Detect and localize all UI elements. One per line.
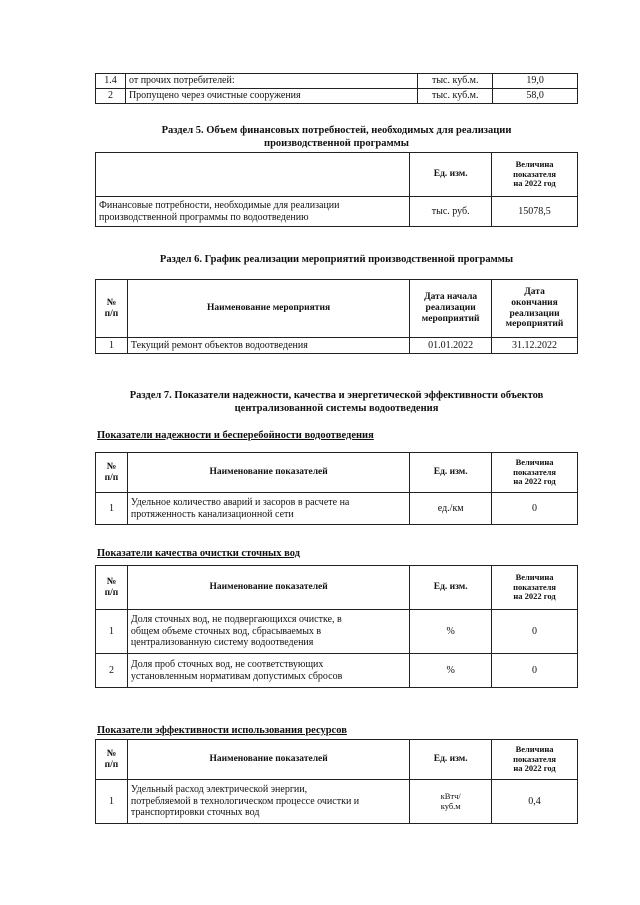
table-row xyxy=(96,74,578,89)
top-table xyxy=(95,73,578,104)
table-row xyxy=(96,654,578,688)
row-unit: ед./км xyxy=(410,493,492,525)
efficiency-subtitle: Показатели эффективности использования ресурсов xyxy=(97,725,347,736)
header-unit: Ед. изм. xyxy=(410,153,492,197)
quality-subtitle: Показатели качества очистки сточных вод xyxy=(97,548,300,559)
table-row xyxy=(96,197,578,227)
row-value: 19,0 xyxy=(493,74,578,89)
header-start-date: Дата начала реализации мероприятий xyxy=(410,280,492,338)
row-unit: тыс. куб.м. xyxy=(418,89,493,104)
row-number: 1 xyxy=(96,610,128,654)
header-number: № п/п xyxy=(96,280,128,338)
header-name: Наименование показателей xyxy=(127,453,409,493)
row-number: 1 xyxy=(96,493,128,525)
row-end-date: 31.12.2022 xyxy=(492,338,578,354)
section6-table xyxy=(95,279,578,354)
row-name: Пропущено через очистные сооружения xyxy=(125,89,417,104)
quality-table xyxy=(95,565,578,688)
header-number: № п/п xyxy=(96,566,128,610)
table-header-row xyxy=(96,280,578,338)
row-value: 58,0 xyxy=(493,89,578,104)
row-number: 1 xyxy=(96,780,128,824)
header-value: Величина показателя на 2022 год xyxy=(492,740,578,780)
row-name: Доля сточных вод, не подвергающихся очистке, в общем объеме сточных вод, сбрасываемых в централизованную систему водоотведения xyxy=(127,610,409,654)
row-name: Текущий ремонт объектов водоотведения xyxy=(127,338,409,354)
row-name: от прочих потребителей: xyxy=(125,74,417,89)
table-row xyxy=(96,493,578,525)
table-header-row xyxy=(96,740,578,780)
row-number: 1 xyxy=(96,338,128,354)
row-name: Доля проб сточных вод, не соответствующих установленным нормативам допустимых сбросов xyxy=(127,654,409,688)
header-name: Наименование показателей xyxy=(127,566,409,610)
table-header-row xyxy=(96,566,578,610)
header-unit: Ед. изм. xyxy=(410,566,492,610)
header-value: Величина показателя на 2022 год xyxy=(492,453,578,493)
table-header-row xyxy=(96,153,578,197)
section7-title: Раздел 7. Показатели надежности, качества и энергетической эффективности объектов централизованной системы водоотведения xyxy=(129,390,544,415)
table-row xyxy=(96,338,578,354)
row-number: 1.4 xyxy=(96,74,126,89)
row-value: 0 xyxy=(492,610,578,654)
row-name: Финансовые потребности, необходимые для реализации производственной программы по водоотведению xyxy=(96,197,410,227)
row-start-date: 01.01.2022 xyxy=(410,338,492,354)
table-row xyxy=(96,780,578,824)
row-value: 15078,5 xyxy=(492,197,578,227)
row-unit: тыс. куб.м. xyxy=(418,74,493,89)
header-end-date: Дата окончания реализации мероприятий xyxy=(492,280,578,338)
table-header-row xyxy=(96,453,578,493)
header-name: Наименование показателей xyxy=(127,740,409,780)
section5-title: Раздел 5. Объем финансовых потребностей, необходимых для реализации производственной программы xyxy=(161,125,512,150)
header-unit: Ед. изм. xyxy=(410,453,492,493)
table-row xyxy=(96,89,578,104)
section6-title: Раздел 6. График реализации мероприятий производственной программы xyxy=(159,254,514,265)
header-unit: Ед. изм. xyxy=(410,740,492,780)
table-row xyxy=(96,610,578,654)
row-name: Удельный расход электрической энергии, потребляемой в технологическом процессе очистки и транспортировки сточных вод xyxy=(127,780,409,824)
header-value: Величина показателя на 2022 год xyxy=(492,566,578,610)
section5-table xyxy=(95,152,578,227)
row-number: 2 xyxy=(96,89,126,104)
reliability-subtitle: Показатели надежности и бесперебойности водоотведения xyxy=(97,430,374,441)
row-unit: % xyxy=(410,610,492,654)
row-unit: кВтч/ куб.м xyxy=(410,780,492,824)
reliability-table xyxy=(95,452,578,525)
header-value: Величина показателя на 2022 год xyxy=(492,153,578,197)
header-name xyxy=(96,153,410,197)
row-number: 2 xyxy=(96,654,128,688)
header-name: Наименование мероприятия xyxy=(127,280,409,338)
header-number: № п/п xyxy=(96,740,128,780)
row-value: 0 xyxy=(492,493,578,525)
row-unit: тыс. руб. xyxy=(410,197,492,227)
efficiency-table xyxy=(95,739,578,824)
header-number: № п/п xyxy=(96,453,128,493)
row-name: Удельное количество аварий и засоров в расчете на протяженность канализационной сети xyxy=(127,493,409,525)
row-value: 0,4 xyxy=(492,780,578,824)
row-value: 0 xyxy=(492,654,578,688)
row-unit: % xyxy=(410,654,492,688)
